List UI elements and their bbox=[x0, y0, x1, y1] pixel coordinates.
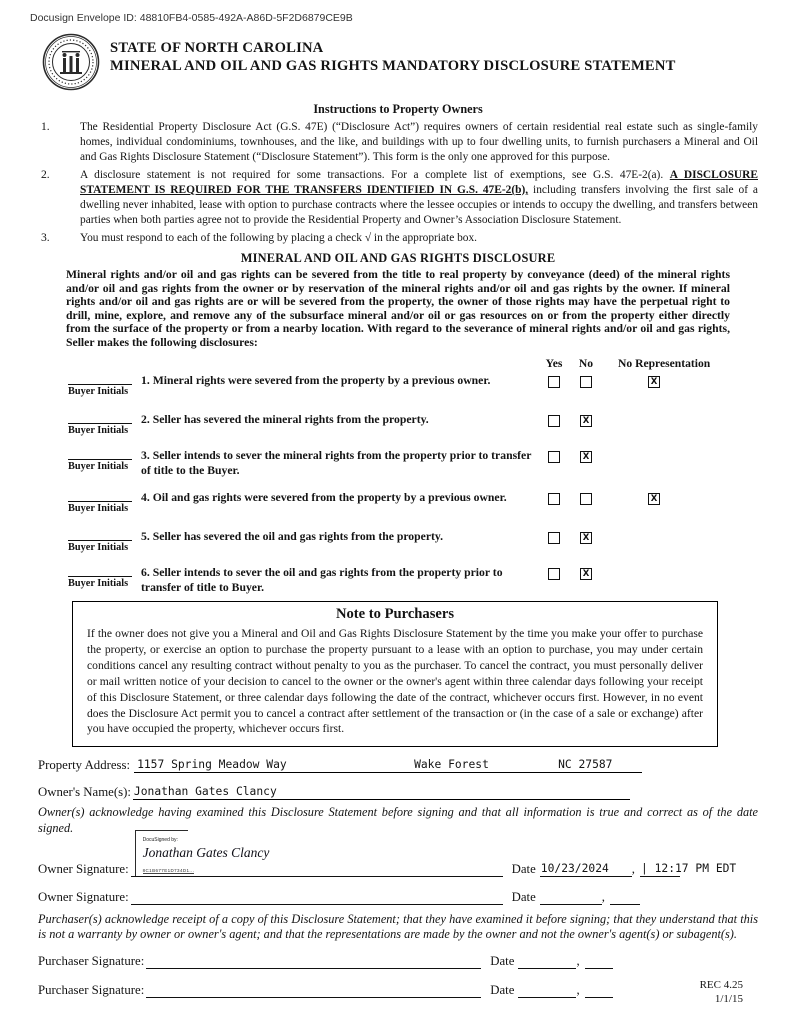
checkbox-no[interactable] bbox=[580, 376, 592, 388]
purchaser-signature-row-1 bbox=[38, 954, 758, 969]
buyer-initials-field[interactable]: Buyer Initials bbox=[68, 459, 132, 472]
form-title: MINERAL AND OIL AND GAS RIGHTS MANDATORY DISCLOSURE STATEMENT bbox=[110, 58, 676, 74]
docusigned-by-label: DocuSigned by: bbox=[142, 836, 178, 843]
instruction-item-2 bbox=[38, 168, 758, 228]
docusign-envelope-id: Docusign Envelope ID: 48810FB4-0585-492A-A86D-5F2D6879CE9B bbox=[30, 12, 353, 24]
instruction-number: 2. bbox=[41, 168, 50, 181]
property-address-label: Property Address: bbox=[38, 758, 131, 773]
date-comma: , bbox=[576, 954, 580, 969]
disclosure-question: 1. Mineral rights were severed from the property by a previous owner. bbox=[141, 374, 491, 387]
note-title: Note to Purchasers bbox=[335, 606, 455, 622]
disclosure-row-5 bbox=[68, 530, 758, 553]
purchaser-signature-field-2[interactable] bbox=[146, 983, 481, 998]
checkbox-yes[interactable] bbox=[548, 493, 560, 505]
checkbox-no[interactable] bbox=[580, 415, 592, 427]
property-address-field[interactable] bbox=[134, 757, 642, 773]
owner-date-field[interactable] bbox=[540, 862, 632, 877]
date-comma: , bbox=[576, 983, 580, 998]
instruction-item-3 bbox=[38, 231, 758, 246]
purchaser-acknowledgment: Purchaser(s) acknowledge receipt of a copy of this Disclosure Statement; that they have examined it before signing; that they understand that this is not a warranty by owner or owner's agent; and that the representations are made by the owner and not the owner's agent(s) or subagent(s). bbox=[38, 911, 758, 941]
instruction-2-emphasis: A DISCLOSURE STATEMENT IS REQUIRED FOR THE TRANSFERS IDENTIFIED IN G.S. 47E-2(b), bbox=[80, 169, 758, 196]
date-label: Date bbox=[490, 983, 515, 998]
checkbox-yes[interactable] bbox=[548, 451, 560, 463]
checkbox-no[interactable] bbox=[580, 568, 592, 580]
disclosure-row-2 bbox=[68, 413, 758, 436]
date-comma: , bbox=[601, 889, 605, 904]
purchaser-date-field-2[interactable] bbox=[518, 983, 576, 998]
disclosure-question: 3. Seller intends to sever the mineral rights from the property prior to transfer of title to the Buyer. bbox=[141, 449, 532, 477]
checkbox-yes[interactable] bbox=[548, 415, 560, 427]
form-titles bbox=[110, 32, 676, 97]
owner-signature-label: Owner Signature: bbox=[38, 889, 129, 904]
checkbox-no[interactable] bbox=[580, 451, 592, 463]
nc-real-estate-commission-seal-icon bbox=[41, 32, 101, 97]
disclosure-row-6 bbox=[68, 566, 758, 595]
state-title: STATE OF NORTH CAROLINA bbox=[110, 40, 324, 56]
instruction-item-1 bbox=[38, 120, 758, 165]
form-code: REC 4.25 bbox=[699, 979, 743, 991]
date-comma: , bbox=[631, 861, 635, 876]
disclosure-row-1 bbox=[68, 374, 758, 397]
form-footer bbox=[700, 978, 743, 1006]
note-to-purchasers-box bbox=[72, 601, 718, 747]
owner-year-field[interactable] bbox=[640, 861, 737, 877]
date-label: Date bbox=[511, 889, 536, 904]
instruction-text: You must respond to each of the following by placing a check √ in the appropriate box. bbox=[80, 232, 478, 244]
property-address-row bbox=[38, 757, 758, 773]
checkbox-no-representation[interactable] bbox=[648, 493, 660, 505]
property-address-street-value: 1157 Spring Meadow Way bbox=[137, 758, 287, 772]
disclosure-question: 5. Seller has severed the oil and gas rights from the property. bbox=[141, 530, 444, 543]
instructions-heading: Instructions to Property Owners bbox=[313, 102, 483, 116]
col-header-no-representation: No Representation bbox=[618, 357, 711, 370]
owner-time-value: | 12:17 PM EDT bbox=[641, 861, 737, 875]
col-header-no: No bbox=[578, 357, 594, 370]
property-address-city-value: Wake Forest bbox=[414, 758, 489, 772]
purchaser-date-field[interactable] bbox=[518, 954, 576, 969]
owner-signature-field-2[interactable] bbox=[131, 890, 503, 905]
disclosure-heading: MINERAL AND OIL AND GAS RIGHTS DISCLOSURE bbox=[240, 251, 556, 265]
owner-signature-label: Owner Signature: bbox=[38, 861, 129, 876]
buyer-initials-field[interactable]: Buyer Initials bbox=[68, 540, 132, 553]
buyer-initials-field[interactable]: Buyer Initials bbox=[68, 423, 132, 436]
purchaser-signature-label: Purchaser Signature: bbox=[38, 954, 145, 969]
owner-year-field-2[interactable] bbox=[610, 890, 640, 905]
buyer-initials-field[interactable]: Buyer Initials bbox=[68, 576, 132, 589]
docusign-signature-stamp[interactable] bbox=[135, 830, 270, 876]
checkbox-column-headers bbox=[538, 357, 758, 370]
docusign-signature-id: 8C1B677E1D734D1... bbox=[142, 867, 195, 873]
date-label: Date bbox=[490, 954, 515, 969]
instruction-text: The Residential Property Disclosure Act (G.S. 47E) (“Disclosure Act”) requires owners of certain residential real estate such as single-family homes, individual condominiums, townhouses, and the like, and buildings with up to four dwelling units, to furnish purchasers a Mineral and Oil and Gas Rights Disclosure Statement (“Disclosure Statement”). This form is the only one approved for this purpose. bbox=[80, 121, 758, 163]
owner-signature-row-1 bbox=[38, 836, 758, 877]
note-text: If the owner does not give you a Mineral and Oil and Gas Rights Disclosure Statement by the time you make your offer to purchase the property, or exercise an option to purchase the property pursuant to a lease with an option to purchase, you may under certain conditions cancel any resulting contract without penalty to you as the purchaser. To cancel the contract, you must personally deliver or mail written notice of your decision to cancel to the owner or the owner's agent within three calendar days following your receipt of this Disclosure Statement, or three calendar days following the date of the contract, whichever occurs first. However, in no event does the Disclosure Act permit you to cancel a contract after settlement of the transaction or (in the case of a sale or exchange) after you have occupied the property, whichever occurs first. bbox=[87, 627, 703, 736]
checkbox-yes[interactable] bbox=[548, 532, 560, 544]
owner-signature-field[interactable] bbox=[131, 836, 503, 877]
owner-signature-script: Jonathan Gates Clancy bbox=[142, 844, 270, 860]
owner-acknowledgment: Owner(s) acknowledge having examined this Disclosure Statement before signing and that all information is true and correct as of the date signed. bbox=[38, 805, 758, 835]
instruction-2-before: A disclosure statement is not required for some transactions. For a complete list of exemptions, see G.S. 47E-2(a). bbox=[80, 169, 670, 181]
checkbox-no[interactable] bbox=[580, 493, 592, 505]
purchaser-year-field-2[interactable] bbox=[585, 983, 613, 998]
checkbox-no[interactable] bbox=[580, 532, 592, 544]
owners-name-value: Jonathan Gates Clancy bbox=[133, 785, 277, 799]
owners-name-row bbox=[38, 784, 758, 800]
checkbox-yes[interactable] bbox=[548, 376, 560, 388]
buyer-initials-field[interactable]: Buyer Initials bbox=[68, 384, 132, 397]
disclosure-question: 2. Seller has severed the mineral rights from the property. bbox=[141, 413, 429, 426]
checkbox-yes[interactable] bbox=[548, 568, 560, 580]
col-header-yes: Yes bbox=[545, 357, 563, 370]
disclosure-row-4 bbox=[68, 491, 758, 514]
instruction-2-after: including transfers involving the first sale of a dwelling never inhabited, lease with option to purchase contracts where the lessee occupies or intends to occupy the dwelling, and transfers between parties when both parties agree not to provide the Residential Property and Owner’s Association Disclosure Statement. bbox=[80, 184, 758, 226]
instruction-text bbox=[80, 168, 758, 228]
owner-signature-row-2 bbox=[38, 890, 758, 905]
instruction-number: 1. bbox=[41, 120, 50, 133]
purchaser-signature-row-2 bbox=[38, 983, 758, 998]
instruction-number: 3. bbox=[41, 231, 50, 244]
purchaser-signature-label: Purchaser Signature: bbox=[38, 983, 145, 998]
disclosure-row-3 bbox=[68, 449, 758, 478]
property-address-state-zip-value: NC 27587 bbox=[558, 758, 613, 772]
disclosure-intro: Mineral rights and/or oil and gas rights can be severed from the title to real property by conveyance (deed) of the mineral rights and/or oil and gas rights from the owner or by reservation of the mineral rights and/or oil and gas rights by the owner. If mineral rights and/or oil and gas rights are or will be severed from the property, the owner of those rights may have the perpetual right to drill, mine, explore, and remove any of the subsurface mineral and/or oil or gas resources on or from the property either directly from the surface of the property or from a nearby location. With regard to the severance of mineral rights and/or oil and gas rights, Seller makes the following disclosures: bbox=[66, 268, 730, 349]
date-label: Date bbox=[511, 861, 536, 876]
owners-name-label: Owner's Name(s): bbox=[38, 785, 131, 800]
owner-date-value: 10/23/2024 bbox=[540, 861, 609, 875]
purchaser-year-field[interactable] bbox=[585, 954, 613, 969]
form-header bbox=[41, 32, 758, 97]
purchaser-signature-field[interactable] bbox=[146, 954, 481, 969]
owner-date-field-2[interactable] bbox=[540, 890, 602, 905]
disclosure-question: 4. Oil and gas rights were severed from the property by a previous owner. bbox=[141, 491, 507, 504]
buyer-initials-field[interactable]: Buyer Initials bbox=[68, 501, 132, 514]
checkbox-no-representation[interactable] bbox=[648, 376, 660, 388]
disclosure-question: 6. Seller intends to sever the oil and gas rights from the property prior to transfer of title to Buyer. bbox=[141, 566, 503, 594]
form-revision-date: 1/1/15 bbox=[714, 993, 743, 1005]
owners-name-field[interactable] bbox=[133, 784, 630, 800]
